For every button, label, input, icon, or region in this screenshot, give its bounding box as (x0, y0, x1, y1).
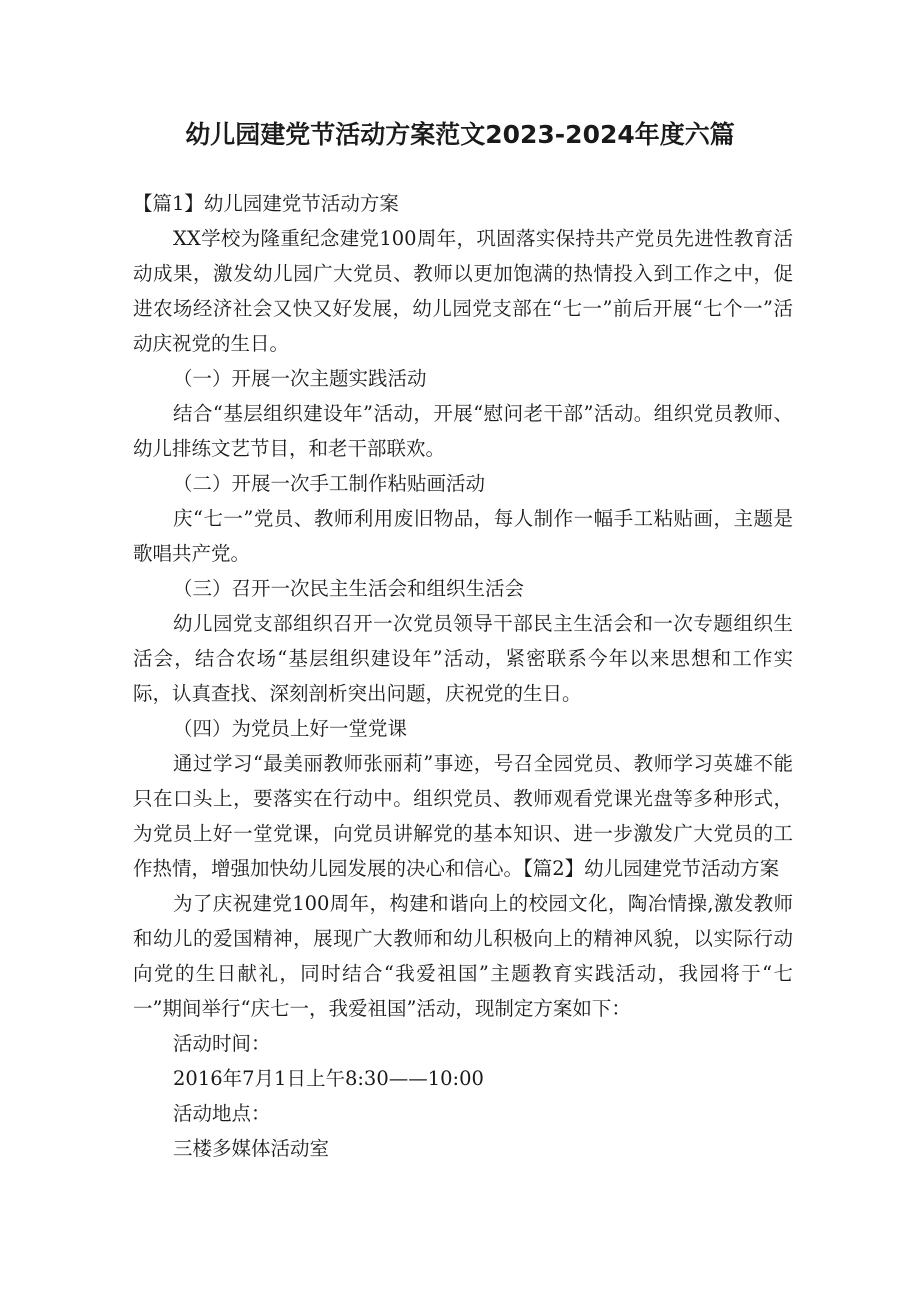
paragraph: 幼儿园党支部组织召开一次党员领导干部民主生活会和一次专题组织生活会，结合农场“基层组织建设年”活动，紧密联系今年以来思想和工作实际，认真查找、深刻剖析突出问题，庆祝党的生日。 (133, 612, 793, 705)
sub-heading: （三）召开一次民主生活会和组织生活会 (173, 577, 525, 600)
activity-location-label: 活动地点： (173, 1102, 271, 1125)
section-heading-1: 【篇1】幼儿园建党节活动方案 (133, 192, 399, 215)
sub-heading: （二）开展一次手工制作粘贴画活动 (173, 472, 486, 495)
paragraph: 通过学习“最美丽教师张丽莉”事迹，号召全园党员、教师学习英雄不能只在口头上，要落实在行动中。组织党员、教师观看党课光盘等多种形式，为党员上好一堂党课，向党员讲解党的基本知识、进一步激发广大党员的工作热情，增强加快幼儿园发展的决心和信心。【篇2】幼儿园建党节活动方案 (133, 752, 793, 880)
document-body (133, 186, 793, 1166)
activity-time-value: 2016年7月1日上午8:30——10:00 (173, 1067, 484, 1090)
document-title: 幼儿园建党节活动方案范文2023-2024年度六篇 (185, 120, 735, 149)
paragraph: XX学校为隆重纪念建党100周年，巩固落实保持共产党员先进性教育活动成果，激发幼儿园广大党员、教师以更加饱满的热情投入到工作之中，促进农场经济社会又快又好发展，幼儿园党支部在“七一”前后开展“七个一”活动庆祝党的生日。 (133, 227, 793, 355)
sub-heading: （四）为党员上好一堂党课 (173, 717, 408, 740)
paragraph: 为了庆祝建党100周年，构建和谐向上的校园文化，陶冶情操,激发教师和幼儿的爱国精神，展现广大教师和幼儿积极向上的精神风貌，以实际行动向党的生日献礼，同时结合“我爱祖国”主题教育实践活动，我园将于“七一”期间举行“庆七一，我爱祖国”活动，现制定方案如下： (133, 892, 793, 1020)
sub-heading: （一）开展一次主题实践活动 (173, 367, 427, 390)
activity-location-value: 三楼多媒体活动室 (173, 1137, 330, 1160)
paragraph: 结合“基层组织建设年”活动，开展“慰问老干部”活动。组织党员教师、幼儿排练文艺节目，和老干部联欢。 (133, 402, 793, 460)
activity-time-label: 活动时间： (173, 1032, 271, 1055)
paragraph: 庆“七一”党员、教师利用废旧物品，每人制作一幅手工粘贴画，主题是歌唱共产党。 (133, 507, 793, 565)
